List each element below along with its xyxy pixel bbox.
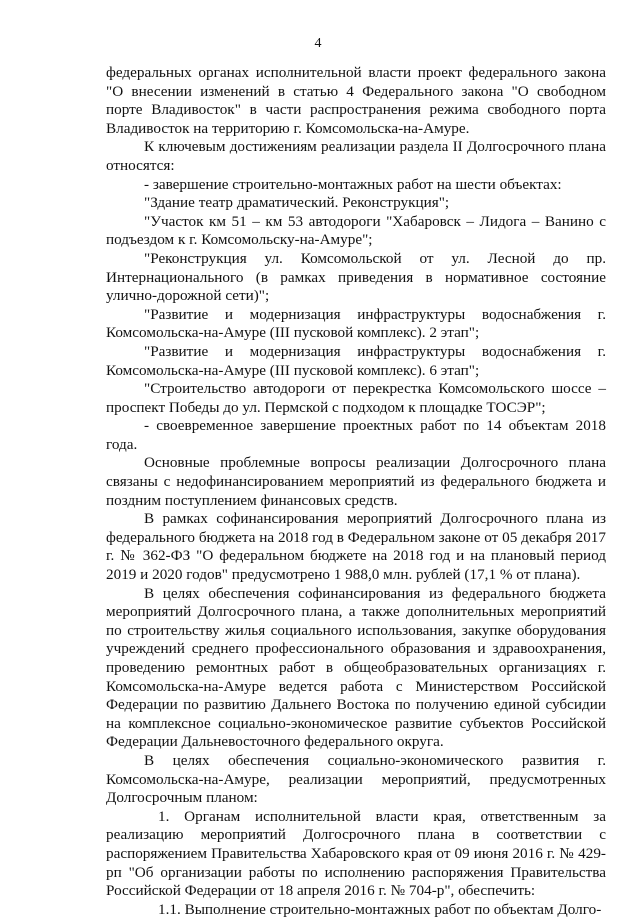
paragraph-cofinancing-2018: В рамках софинансирования мероприятий Долгосрочного плана из федерального бюджета на 2018 год в Федеральном законе от 05 декабря 2017 г. № 362-ФЗ "О федеральном бюджете на 2018 год и на плановый период 2019 и 2020 годов" предусмотрено 1 988,0 млн. рублей (17,1 % от плана).: [106, 510, 606, 584]
list-item-road-construction: "Строительство автодороги от перекрестка Комсомольского шоссе – проспект Победы до ул. Пермской с подходом к площадке ТОСЭР";: [106, 380, 606, 416]
list-item-theatre: "Здание театр драматический. Реконструкция";: [144, 194, 450, 212]
paragraph-main-problems: Основные проблемные вопросы реализации Долгосрочного плана связаны с недофинансированием мероприятий из федерального бюджета и поздним поступлением финансовых средств.: [106, 454, 606, 509]
paragraph-item-1-1: 1.1. Выполнение строительно-монтажных работ по объектам Долго-: [158, 900, 602, 918]
list-item-water-supply-stage-2: "Развитие и модернизация инфраструктуры водоснабжения г. Комсомольска-на-Амуре (III пусковой комплекс). 2 этап";: [106, 305, 606, 342]
paragraph-key-achievements: К ключевым достижениям реализации раздела II Долгосрочного плана относятся:: [106, 138, 606, 174]
paragraph-item-1: 1. Органам исполнительной власти края, ответственным за реализацию мероприятий Долгосрочного плана в соответствии с распоряжением Правительства Хабаровского края от 09 июня 2016 г. № 429-рп "Об организации работы по исполнению распоряжения Правительства Российской Федерации от 18 апреля 2016 г. № 704-р", обеспечить:: [106, 807, 606, 900]
paragraph-federal-law-continuation: федеральных органах исполнительной власти проект федерального закона "О внесении изменений в статью 4 Федерального закона "О свободном порте Владивосток" в части распространения режима свободного порта Владивосток на территорию г. Комсомольска-на-Амуре.: [106, 64, 606, 137]
document-body: [106, 64, 606, 919]
list-item-water-supply-stage-6: "Развитие и модернизация инфраструктуры водоснабжения г. Комсомольска-на-Амуре (III пусковой комплекс). 6 этап";: [106, 342, 606, 379]
list-item-design-works: - своевременное завершение проектных работ по 14 объектам 2018 года.: [106, 417, 606, 453]
paragraph-development-goals: В целях обеспечения социально-экономического развития г. Комсомольска-на-Амуре, реализации мероприятий, предусмотренных Долгосрочным планом:: [106, 751, 606, 807]
list-item-komsomolskaya-street: "Реконструкция ул. Комсомольской от ул. Лесной до пр. Интернационального (в рамках приведения в нормативное состояние улично-дорожной сети)";: [106, 249, 606, 305]
paragraph-cofinancing-subsidy: В целях обеспечения софинансирования из федерального бюджета мероприятий Долгосрочного плана, а также дополнительных мероприятий по строительству жилья социального использования, закупке оборудования учреждений среднего профессионального образования и здравоохранения, проведению ремонтных работ в общеобразовательных организациях г. Комсомольска-на-Амуре ведется работа с Министерством Российской Федерации по развитию Дальнего Востока по получению единой субсидии на комплексное социально-экономическое развитие субъектов Российской Федерации Дальневосточного федерального округа.: [106, 584, 606, 751]
page-number: 4: [314, 36, 322, 51]
list-item-construction-completed: - завершение строительно-монтажных работ на шести объектах:: [144, 175, 562, 193]
list-item-road-section: "Участок км 51 – км 53 автодороги "Хабаровск – Лидога – Ванино с подъездом к г. Комсомольску-на-Амуре";: [106, 212, 606, 249]
